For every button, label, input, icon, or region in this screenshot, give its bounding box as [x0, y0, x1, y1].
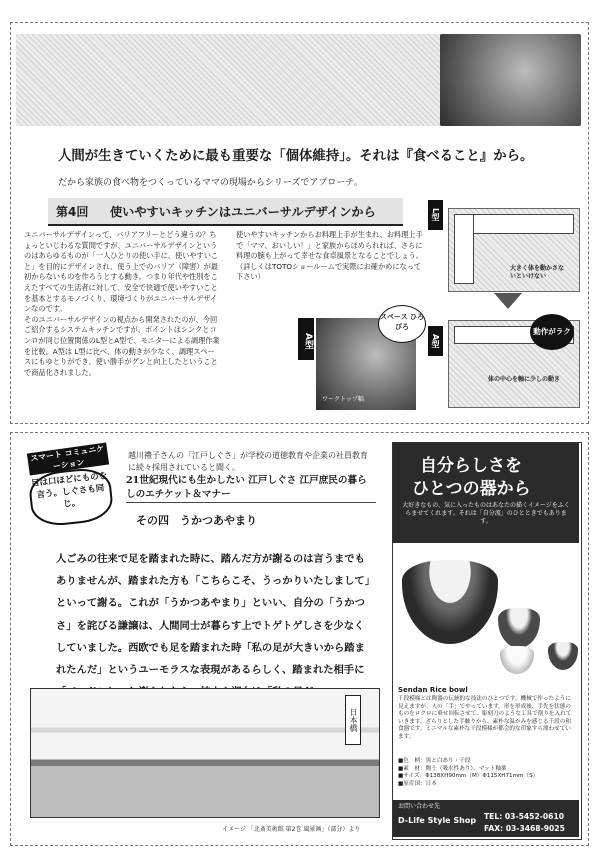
space-badge: スペース ひろびろ	[378, 305, 426, 343]
series-note: 越川禮子さんの「江戸しぐさ」が学校の道徳教育や企業の社員教育に続々採用されていると聞く。	[128, 451, 368, 472]
part-title: その四 うかつあやまり	[136, 514, 257, 527]
badge-tab: スマート コミュニケーション	[27, 443, 109, 476]
spec-line: ■素 材：陶土（吸水性あり）、マット釉薬	[398, 765, 507, 772]
product-name: Sendan Rice bowl	[398, 686, 468, 694]
etiquette-body: 人ごみの往来で足を踏まれた時に、踏んだ方が謝るのは言うまでもありませんが、踏まれた方も「こちらこそ、うっかりいたしまして」といって謝る。これが「うかつあやまり」といい、自分の「うかつさ」を詫びる謙譲は、人間同士が暮らす上でトゲトゲしさを少なくしていました。西欧でも足を踏まれた時「私の足が大きいから踏まれたんだ」というユーモラスな表現があるらしく、踏まれた相手に	[56, 553, 370, 677]
spec-line: ■サイズ：Φ138XH90mm（M）Φ115XH71mm（S）	[398, 773, 539, 780]
subhead: だから家族の食べ物をつくっているママの現場からシリーズでアプローチ。	[58, 178, 363, 188]
shop-tel: TEL: 03-5452-0610	[484, 812, 565, 821]
ad-headline-1: 自分らしさを	[420, 456, 522, 476]
l-type-label: L型	[428, 200, 443, 230]
article-paragraph: 使いやすいキッチンからお料理上手が生まれ、お料理上手で「ママ、おいしい！」と家族からほめられれば、さらに料理の腕も上がって幸せな食卓風景となることでしょう。	[236, 230, 423, 261]
print-caption: イメージ 「北斎美術館 第2巻 風景画」（部分）より	[222, 826, 361, 833]
article-paragraph: （詳しくはTOTOショールームで実際にお確かめになって下さい）	[236, 261, 422, 282]
arrow-down-icon	[494, 293, 522, 309]
headline: 人間が生きていくために最も重要な「個体維持」。それは『食べること』から。	[58, 149, 534, 164]
a-type-note: 体の中心を軸に少しの動き	[488, 376, 561, 383]
l-type-note: 大きく体を動かさないといけない	[510, 265, 565, 280]
series-title: 21世紀現代にも生かしたい 江戸しぐさ 江戸庶民の暮らしのエチケット＆マナー	[126, 474, 376, 503]
shop-fax: FAX: 03-3468-9025	[484, 824, 565, 833]
l-type-counter-side	[454, 214, 474, 284]
ease-badge: 動作がラク	[530, 314, 574, 350]
spec-line: ■原産国：日本	[398, 780, 437, 787]
article-paragraph: ユニバーサルデザインって、バリアフリーとどう違うの？ちょっといじわるな質問ですが、ユニバーサルデザインというのはあらゆるものが「一人ひとりの使い手に、使いやすいこと」を目的にデザインされ、使う上でのバリア（障害）が最初からないものを作ろうとする動き。つまり年代や性別をこえたすべての生活者に対して、安全で快適で使いやすいことを基本とするモノづくり、環境づくりがユニバーサルデザインなのです。	[24, 230, 219, 314]
woodblock-print-image	[30, 688, 380, 818]
episode-title: 使いやすいキッチンはユニバーサルデザインから	[110, 205, 376, 219]
hero-photo-mother-child	[440, 34, 581, 126]
product-description: 千段模様とは陶器の伝統的な技法のひとつです。機械で作ったように見えますが、人の「手」でやっています。形を形成後、手先を状態のものをロクロに乗せ回転させて、彫刻刀のような工具で削りを入れていきます。ざらりとした手触りから、素朴な温かみを感じる千段の和食器です。ミニマルな素朴な千段模様が都会的な印象すら漂わせています。	[398, 696, 572, 740]
shop-name: D-Life Style Shop	[398, 816, 477, 825]
product-specs	[398, 758, 572, 788]
smart-communication-badge	[22, 443, 114, 522]
article-column-1	[24, 230, 220, 378]
a-type-label-left: A型	[298, 318, 314, 360]
photo-caption: ワークトップ幅	[322, 396, 364, 403]
ad-lead: 大好きなもの、気に入ったものはあなたの描くイメージをふくらませてくれます。それは「自分流」のひとときでもあります。	[402, 502, 570, 525]
print-title-cartouche: 日本橋	[345, 695, 361, 745]
spec-line: ■色 柄：黒と白あり・千段	[398, 758, 471, 764]
episode-badge: 第4回	[56, 205, 89, 219]
ad-headline-2: ひとつの器から	[412, 479, 531, 499]
article-column-2	[236, 230, 426, 283]
badge-body: 目は口ほどにものを言う。しぐさも同じ。	[27, 466, 114, 528]
article-paragraph: そのユニバーサルデザインの視点から開発されたのが、今回ご紹介するシステムキッチンですが、ポイントはシンクとコンロが同じ位置関係のL型とA型で、モニターによる調理作業を比較。A型は L型に比べ、体の動きが少なく、調理スペースにもゆとりができ、使い勝手がグンと向上したということで商品化されました。	[24, 314, 220, 377]
a-type-label: A型	[428, 326, 443, 356]
contact-label: お問い合わせ先	[398, 803, 441, 810]
